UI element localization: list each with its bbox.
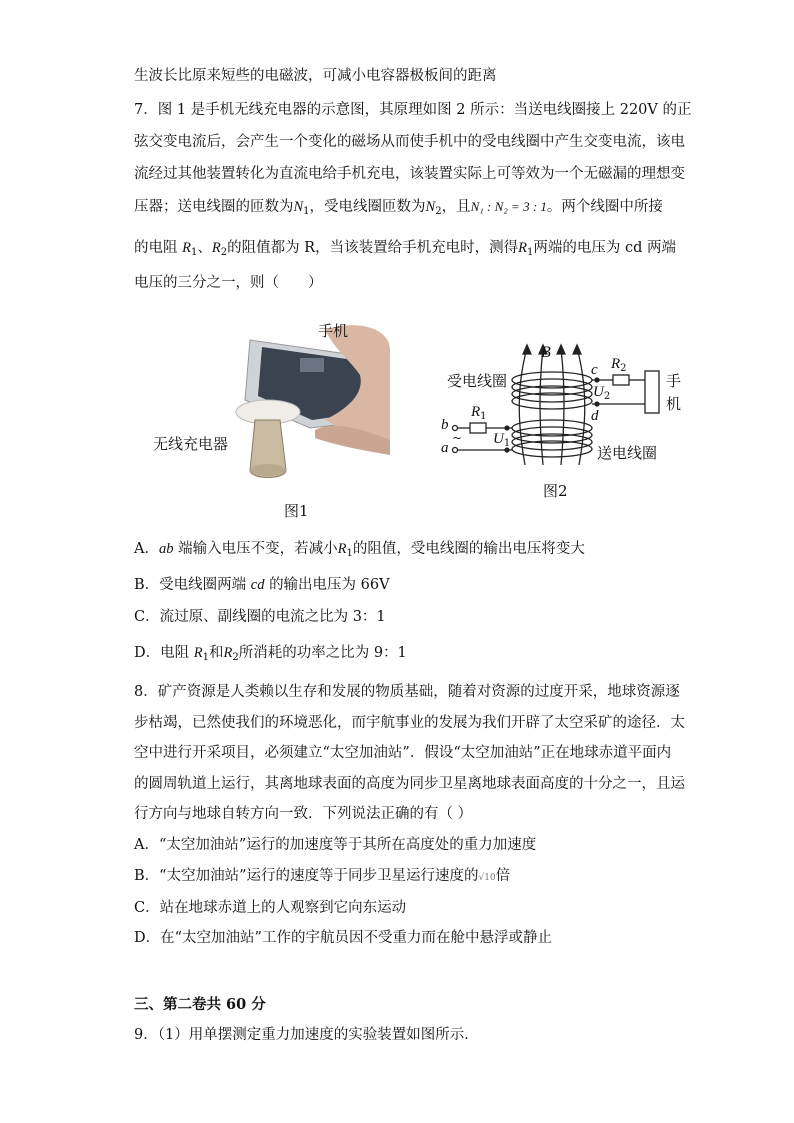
- q8-option-d: D．在“太空加油站”工作的宇航员因不受重力而在舱中悬浮或静止: [134, 930, 552, 946]
- option-b-text-2: 倍: [495, 868, 511, 884]
- symbol-r1: R: [337, 541, 347, 557]
- sub-2: 2: [232, 652, 239, 663]
- q7-text-4b: ，受电线圈匝数为: [309, 199, 426, 215]
- label-phone-1: 手: [666, 372, 682, 390]
- turns-ratio: N₁ : N₂ = 3 : 1: [470, 199, 547, 214]
- q7-text-4d: 。两个线圈中所接: [546, 199, 663, 215]
- symbol-n1: N: [293, 199, 304, 215]
- u2-sub: 2: [603, 391, 611, 402]
- option-a-label: A．: [134, 541, 159, 557]
- sub-2: 2: [435, 206, 442, 217]
- resistor-r1: [470, 423, 486, 433]
- label-r1: [471, 402, 487, 422]
- q7-line-6: 电压的三分之一，则（ ）: [134, 275, 323, 291]
- terminal-b: [453, 426, 458, 431]
- option-b-text-1: B．受电线圈两端: [134, 577, 247, 593]
- sub-1: 1: [303, 206, 310, 217]
- label-phone-2: 机: [666, 395, 682, 413]
- q8-line-1: 8．矿产资源是人类赖以生存和发展的物质基础，随着对资源的过度开采，地球资源逐: [134, 684, 680, 700]
- r1-letter: R: [471, 404, 481, 420]
- label-c: c: [591, 362, 598, 378]
- q9-line-1: 9．（1）用单摆测定重力加速度的实验装置如图所示．: [134, 1027, 479, 1043]
- q7-line-1: [134, 100, 692, 120]
- q8-option-c: C．站在地球赤道上的人观察到它向东运动: [134, 900, 407, 916]
- option-b-text-1: B．“太空加油站”运行的速度等于同步卫星运行速度的: [134, 868, 479, 884]
- label-r2: [611, 354, 627, 374]
- label-ac-source: ~: [452, 431, 463, 445]
- label-b-field: B: [541, 344, 551, 361]
- option-d-text-2: 和: [208, 645, 224, 661]
- label-a: a: [441, 440, 449, 456]
- q7-text-5c: 的阻值都为 R，当该装置给手机充电时，测得: [227, 240, 519, 256]
- option-d-text-1: D．电阻: [134, 645, 190, 661]
- sub-1: 1: [526, 247, 534, 258]
- field-line: [561, 348, 564, 465]
- terminal-d: [595, 402, 599, 406]
- symbol-ab: ab: [158, 541, 174, 557]
- q7-text-5b: 、: [197, 240, 212, 256]
- q7-text-1: 图 1 是手机无线充电器的示意图，其原理如图 2 所示：当送电线圈接上 220V 的正: [157, 102, 692, 118]
- figure-2: [425, 340, 700, 505]
- q8-line-3: 空中进行开采项目，必须建立“太空加油站”．假设“太空加油站”正在地球赤道平面内: [134, 745, 672, 761]
- q7-option-b: [134, 575, 390, 595]
- q7-option-d: [134, 643, 407, 668]
- section-heading: 三、第二卷共 60 分: [134, 996, 266, 1013]
- r2-letter: R: [611, 356, 621, 372]
- arrow-head: [523, 345, 531, 354]
- arrow-head: [557, 345, 565, 354]
- u1-letter: U: [493, 431, 504, 447]
- q8-option-a: A．“太空加油站”运行的加速度等于其所在高度处的重力加速度: [134, 837, 537, 853]
- symbol-r1: R: [182, 240, 191, 256]
- symbol-n2: N: [425, 199, 436, 215]
- q8-line-2: 步枯竭，已然使我们的环境恶化，而宇航事业的发展为我们开辟了太空采矿的途径．太: [134, 715, 685, 731]
- resistor-r2: [613, 375, 629, 385]
- u2-letter: U: [593, 384, 604, 400]
- phone-screen-icon: [300, 358, 324, 372]
- charger-foot: [250, 464, 286, 476]
- symbol-r2: R: [211, 240, 221, 256]
- symbol-cd: cd: [250, 577, 265, 593]
- q7-number: 7．: [134, 102, 158, 118]
- r2-sub: 2: [620, 363, 627, 374]
- label-b: b: [441, 417, 449, 433]
- fig1-caption: 图1: [284, 502, 309, 520]
- label-phone: 手机: [318, 322, 349, 340]
- figure-1: [150, 320, 400, 520]
- q8-option-b: [134, 866, 510, 888]
- option-d-text-3: 所消耗的功率之比为 9：1: [238, 645, 407, 661]
- q8-line-4: 的圆周轨道上运行，其离地球表面的高度为同步卫星离地球表面高度的十分之一，且运: [134, 776, 685, 792]
- symbol-r1: R: [518, 240, 527, 256]
- q7-line-4: [134, 197, 663, 222]
- label-u2: [593, 382, 610, 402]
- q7-text-5a: 的电阻: [134, 240, 178, 256]
- terminal-a: [453, 448, 458, 453]
- symbol-r1: R: [193, 645, 203, 661]
- label-u1: [493, 429, 510, 449]
- phone-box: [645, 371, 659, 413]
- arrow-head: [573, 345, 581, 354]
- q7-line-5: [134, 238, 676, 263]
- q7-text-4a: 压器；送电线圈的匝数为: [134, 199, 294, 215]
- sub-1: 1: [346, 548, 353, 559]
- u1-sub: 1: [503, 438, 511, 449]
- q7-text-5d: 两端的电压为 cd 两端: [533, 240, 676, 256]
- fig2-caption: 图2: [543, 482, 568, 500]
- sub-1: 1: [190, 247, 198, 258]
- figure-1-illustration: [150, 320, 400, 520]
- symbol-r2: R: [223, 645, 233, 661]
- r1-sub: 1: [480, 411, 487, 422]
- q7-line-2: 弦交变电流后，会产生一个变化的磁场从而使手机中的受电线圈中产生交变电流，该电: [134, 134, 685, 150]
- label-d: d: [591, 408, 599, 424]
- option-a-text-2: 的阻值，受电线圈的输出电压将变大: [352, 541, 585, 557]
- sub-1: 1: [202, 652, 209, 663]
- q7-text-4c: ，且: [441, 199, 471, 215]
- label-charger: 无线充电器: [153, 435, 229, 453]
- label-recv-coil: 受电线圈: [447, 372, 508, 390]
- label-send-coil: 送电线圈: [597, 444, 658, 462]
- q7-line-3: 流经过其他装置转化为直流电给手机充电，该装置实际上可等效为一个无磁漏的理想变: [134, 166, 685, 182]
- option-b-text-2: 的输出电压为 66V: [269, 577, 390, 593]
- q7-option-a: [134, 539, 585, 564]
- sqrt-ten: √10: [478, 873, 496, 883]
- intro-line: 生波长比原来短些的电磁波，可减小电容器极板间的距离: [134, 68, 497, 84]
- sub-2: 2: [220, 247, 228, 258]
- q7-option-c: C．流过原、副线圈的电流之比为 3：1: [134, 609, 386, 625]
- option-a-text-1: 端输入电压不变，若减小: [173, 541, 338, 557]
- field-line: [540, 348, 543, 465]
- q8-line-5: 行方向与地球自转方向一致．下列说法正确的有（ ）: [134, 806, 473, 822]
